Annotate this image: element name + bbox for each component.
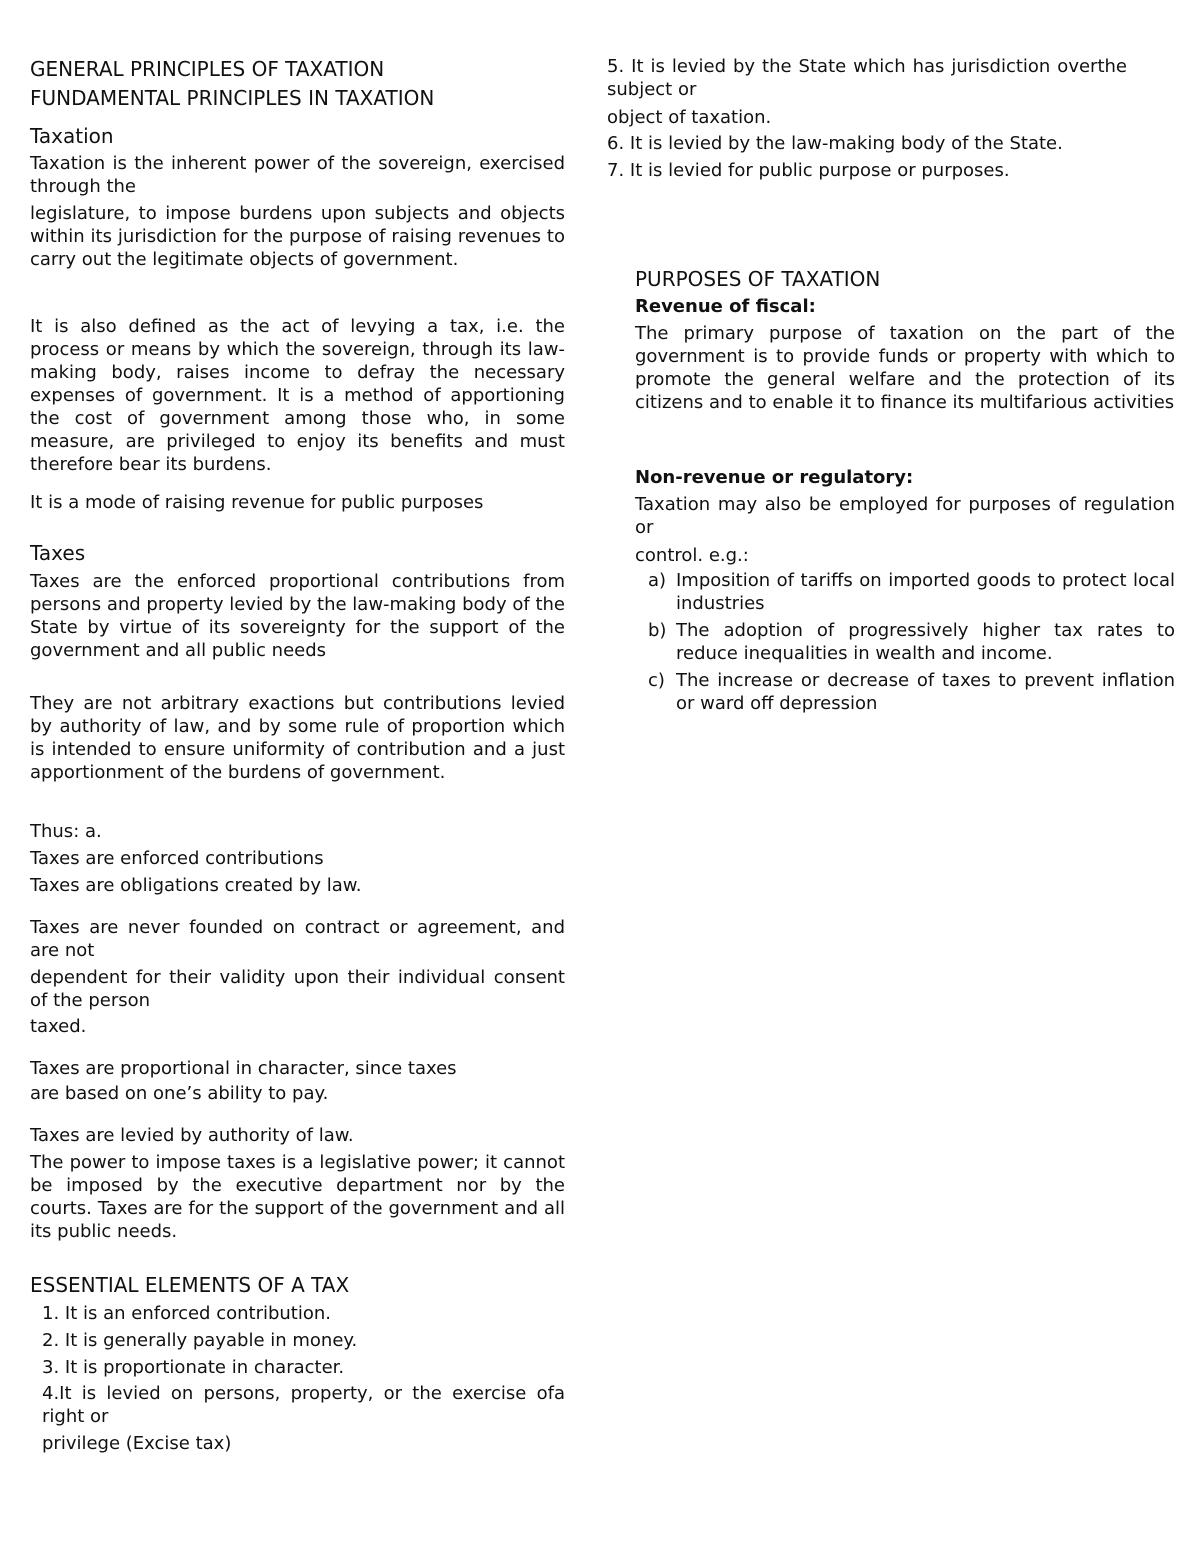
list-item [635, 569, 1175, 615]
revenue-heading: Revenue of fiscal: [635, 296, 816, 317]
list-marker: c) [648, 670, 665, 691]
taxes-paragraph-1: Taxes are the enforced proportional contributions from persons and property levied by the law-making body of the State by virtue of its sovereignty for the support of the government and all public needs [30, 571, 565, 661]
element-5: 5. It is levied by the State which has jurisdiction overthe subject or [607, 56, 1127, 100]
taxation-paragraph-1b: legislature, to impose burdens upon subjects and objects within its jurisdiction for the purpose of raising revenues to carry out the legitimate objects of government. [30, 203, 565, 270]
thus-item-1: Taxes are enforced contributions [30, 848, 324, 869]
never-founded-paragraph: Taxes are never founded on contract or agreement, and are not [30, 917, 565, 961]
essential-elements-heading: ESSENTIAL ELEMENTS OF A TAX [30, 1273, 350, 1297]
element-3: 3. It is proportionate in character. [42, 1357, 345, 1378]
element-4-continued: privilege (Excise tax) [42, 1433, 232, 1454]
taxes-heading: Taxes [30, 541, 86, 565]
proportional-line-2: are based on one’s ability to pay. [30, 1083, 329, 1104]
element-6: 6. It is levied by the law-making body of the State. [607, 133, 1063, 154]
revenue-paragraph: The primary purpose of taxation on the part of the government is to provide funds or property with which to promote the general welfare and the protection of its citizens and to enable it to finance its multifarious activities [635, 323, 1175, 413]
taxation-paragraph-1a: Taxation is the inherent power of the sovereign, exercised through the [30, 153, 565, 197]
legislative-power-paragraph: The power to impose taxes is a legislative power; it cannot be imposed by the executive department nor by the courts. Taxes are for the support of the government and all its public needs. [30, 1152, 565, 1242]
non-revenue-continued: control. e.g.: [635, 545, 749, 566]
levied-line: Taxes are levied by authority of law. [30, 1125, 354, 1146]
document-subtitle: FUNDAMENTAL PRINCIPLES IN TAXATION [30, 86, 435, 110]
element-1: 1. It is an enforced contribution. [42, 1303, 332, 1324]
list-item [635, 669, 1175, 715]
taxation-paragraph-2: It is also defined as the act of levying a tax, i.e. the process or means by which the sovereign, through its law-making body, raises income to defray the necessary expenses of government. It is a method of apportioning the cost of government among those who, in some measure, are privileged to enjoy its benefits and must therefore bear its burdens. [30, 316, 565, 475]
list-marker: a) [648, 570, 667, 591]
non-revenue-paragraph: Taxation may also be employed for purposes of regulation or [635, 494, 1175, 538]
proportional-line-1: Taxes are proportional in character, since taxes [30, 1058, 457, 1079]
list-text: The adoption of progressively higher tax rates to reduce inequalities in wealth and income. [676, 620, 1175, 664]
list-text: The increase or decrease of taxes to prevent inflation or ward off depression [676, 670, 1175, 714]
validity-paragraph: dependent for their validity upon their individual consent of the person [30, 967, 565, 1011]
list-marker: b) [648, 620, 667, 641]
taxation-paragraph-3: It is a mode of raising revenue for public purposes [30, 492, 484, 513]
document-title: GENERAL PRINCIPLES OF TAXATION [30, 57, 385, 81]
thus-label: Thus: a. [30, 821, 102, 842]
purposes-heading: PURPOSES OF TAXATION [635, 267, 881, 291]
non-revenue-heading: Non-revenue or regulatory: [635, 467, 914, 488]
list-text: Imposition of tariffs on imported goods to protect local industries [676, 570, 1175, 614]
regulatory-list [635, 569, 1175, 719]
list-item [635, 619, 1175, 665]
element-5-continued: object of taxation. [607, 107, 772, 128]
element-7: 7. It is levied for public purpose or purposes. [607, 160, 1010, 181]
element-2: 2. It is generally payable in money. [42, 1330, 358, 1351]
taxation-heading: Taxation [30, 124, 114, 148]
thus-item-2: Taxes are obligations created by law. [30, 875, 362, 896]
taxed-line: taxed. [30, 1016, 87, 1037]
taxes-paragraph-2: They are not arbitrary exactions but contributions levied by authority of law, and by some rule of proportion which is intended to ensure uniformity of contribution and a just apportionment of the burdens of government. [30, 693, 565, 783]
element-4: 4.It is levied on persons, property, or the exercise ofa right or [42, 1383, 565, 1427]
